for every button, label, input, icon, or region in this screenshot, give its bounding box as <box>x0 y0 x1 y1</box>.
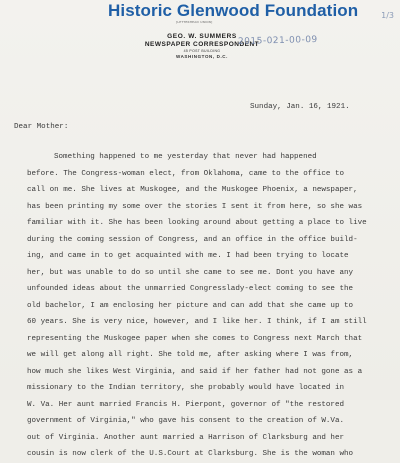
body-line: missionary to the Indian territory, she probably would have located in <box>27 384 345 392</box>
salutation: Dear Mother: <box>14 123 69 131</box>
body-line: her, but was unable to do so until she came to see me. Dont you have any <box>27 268 354 277</box>
letterhead <box>0 33 400 59</box>
body-line: representing the Muskogee paper when she comes to Congress next March that <box>27 334 363 343</box>
body-line: during the coming session of Congress, and an office in the office build- <box>27 235 358 244</box>
union-label: [LETTERHEAD UNION] <box>176 20 213 24</box>
body-line: Something happened to me yesterday that never had happened <box>54 153 317 161</box>
letter-date: Sunday, Jan. 16, 1921. <box>250 103 350 111</box>
accession-number: 2015-021-00-09 <box>237 34 318 48</box>
body-line: how much she likes West Virginia, and said if her father had not gone as a <box>27 367 363 376</box>
body-line: government of Virginia," who gave his consent to the creation of W.Va. <box>27 417 345 425</box>
letterhead-address: 45 POST BUILDING <box>183 49 221 53</box>
body-line: ing, and came in to get acquainted with me. I had been trying to locate <box>27 252 349 260</box>
body-line: cousin is now clerk of the U.S.Court at Clarksburg. She is the woman who <box>27 450 354 458</box>
body-line: 60 years. She is very nice, however, and I like her. I think, if I am still <box>27 318 367 326</box>
body-line: unfounded ideas about the unmarried Congresslady-elect coming to see the <box>27 285 354 293</box>
body-line: out of Virginia. Another aunt married a Harrison of Clarksburg and her <box>27 433 345 442</box>
body-line: familiar with it. She has been looking around about getting a place to live <box>27 219 367 227</box>
body-line: W. Va. Her aunt married Francis H. Pierpont, governor of "the restored <box>27 400 345 409</box>
letter-body <box>27 149 367 463</box>
body-line: has been printing my some over the stories I sent it from here, so she was <box>27 202 363 211</box>
body-line: call on me. She lives at Muskogee, and the Muskogee Phoenix, a newspaper, <box>27 186 358 194</box>
letterhead-name: GEO. W. SUMMERS <box>167 33 237 40</box>
body-line: we will get along all right. She told me, after asking where I was from, <box>27 351 354 359</box>
body-line: old bachelor, I am enclosing her picture and can add that she came up to <box>27 301 354 310</box>
body-line: before. The Congress-woman elect, from Oklahoma, came to the office to <box>27 169 345 178</box>
letterhead-title: NEWSPAPER CORRESPONDENT <box>144 41 260 48</box>
letterhead-city: WASHINGTON, D.C. <box>175 54 229 59</box>
watermark: Historic Glenwood Foundation <box>108 1 359 20</box>
page-number: 1/3 <box>381 11 394 20</box>
